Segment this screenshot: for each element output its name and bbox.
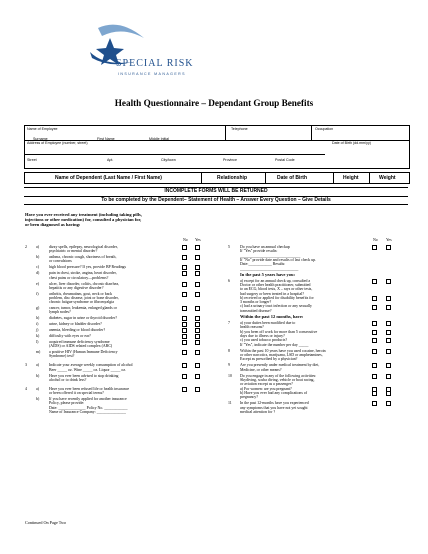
question-text: problem, disc disease, joint or bone disorder, — [49, 295, 119, 300]
notice-incomplete: INCOMPLETE FORMS WILL BE RETURNED — [24, 187, 408, 196]
question-text: any symptoms that you have not yet sought — [240, 405, 308, 410]
question-text: 3 months or longer? — [240, 300, 272, 305]
question-text: Name of Insurance Company: _______________ — [49, 409, 126, 414]
question-number: 11 — [228, 401, 232, 406]
company-logo — [80, 22, 240, 82]
notice-instructions: To be completed by the Dependent– Statement of Health – Answer Every Question – Give Details — [24, 196, 408, 206]
page-title: Health Questionnaire – Dependant Group Benefits — [114, 98, 314, 108]
no-checkbox[interactable] — [182, 265, 187, 270]
question-text: acquired immune deficiency syndrome — [49, 340, 110, 344]
yes-checkbox[interactable] — [195, 282, 200, 287]
question-letter: h) — [36, 316, 40, 321]
name-of-employee-label: Name of Employee — [27, 127, 58, 131]
question-text: transmitted disease? — [240, 308, 272, 313]
question-letter: a) — [36, 363, 40, 368]
no-checkbox[interactable] — [182, 387, 187, 392]
question-text: Except as prescribed by a physician? — [240, 357, 298, 362]
question-number: 2 — [25, 245, 27, 249]
question-text: c) you used tobacco products? — [240, 338, 288, 343]
first-name-label: First Name — [97, 137, 115, 141]
question-text: pain in chest, stroke, angina, heart disorder, — [49, 271, 117, 276]
logo-name: SPECIAL RISK — [116, 58, 194, 69]
no-checkbox[interactable] — [182, 322, 187, 327]
question-text: alcohol or to drink less? — [49, 377, 87, 382]
yes-checkbox[interactable] — [386, 349, 391, 354]
middle-initial-label: Middle Initial — [149, 137, 169, 141]
address-label: Address of Employee (number, street) — [27, 141, 88, 145]
question-number: 6 — [228, 278, 230, 283]
question-text: ______________________________ — [240, 266, 299, 271]
yes-checkbox[interactable] — [195, 265, 200, 270]
intro-text: Have you ever received any treatment (including taking pills, injections or other medication) for, consulted a physician for, or been diagnosed as having: — [25, 212, 142, 228]
question-text: Do you have an annual checkup — [240, 245, 290, 249]
col-date-of-birth: Date of Birth — [277, 174, 307, 181]
question-text: medical attention for ? — [240, 409, 276, 414]
question-letter: k) — [36, 334, 40, 339]
question-letter: f) — [36, 291, 39, 296]
question-text: chronic fatigue syndrome or fibromyalgia — [49, 300, 115, 305]
logo-subtitle: INSURANCE MANAGERS — [118, 72, 186, 76]
question-text: pregnancy? — [240, 395, 258, 400]
question-letter: a) — [36, 245, 40, 249]
question-letter: b) — [36, 255, 40, 260]
question-number: 5 — [228, 245, 230, 249]
yes-checkbox[interactable] — [386, 279, 391, 284]
no-checkbox[interactable] — [182, 328, 187, 333]
no-checkbox[interactable] — [182, 334, 187, 339]
no-checkbox[interactable] — [182, 340, 187, 345]
question-number: 9 — [228, 363, 230, 368]
question-letter: a) — [36, 386, 40, 391]
right-no-header: No — [373, 238, 378, 242]
question-text: Skydiving, scuba diving, vehicle or boat racing, — [240, 377, 315, 382]
question-text: dizzy spells, epilepsy, neurological disorder, — [49, 245, 118, 249]
question-text: a) For women: are you pregnant? — [240, 386, 292, 391]
yes-checkbox[interactable] — [195, 245, 200, 250]
question-text: Have you ever been refused life or health insurance — [49, 386, 130, 391]
yes-checkbox[interactable] — [195, 350, 200, 355]
no-checkbox[interactable] — [372, 401, 377, 406]
no-checkbox[interactable] — [372, 330, 377, 335]
question-text: Indicate your average weekly consumption of alcohol — [49, 363, 133, 368]
question-text: c) had a urinary tract infection or any sexually — [240, 304, 312, 309]
question-text: or convulsions — [49, 259, 72, 264]
street-label: Street — [27, 158, 37, 162]
postal-code-label: Postal Code — [275, 158, 295, 162]
question-letter: b) — [36, 373, 40, 378]
question-text: ulcer, liver disorder, colitis, chronic diarrhea, — [49, 281, 120, 286]
question-text: or aviation except as a passenger? — [240, 382, 293, 387]
no-checkbox[interactable] — [372, 349, 377, 354]
telephone-label: Telephone — [231, 127, 248, 131]
no-checkbox[interactable] — [182, 292, 187, 297]
question-text: b) Have you ever had any complications of — [240, 390, 308, 395]
yes-checkbox[interactable] — [195, 322, 200, 327]
province-label: Province — [223, 158, 237, 162]
question-text: days due to illness or injury? — [240, 333, 285, 338]
question-text: Date: ______________ Policy No. ____________ — [49, 405, 128, 410]
question-letter: g) — [36, 306, 40, 311]
question-text: health reasons? — [240, 325, 264, 330]
notice-box — [24, 187, 408, 205]
yes-checkbox[interactable] — [195, 340, 200, 345]
question-text: difficulty with eyes or ear? — [49, 334, 91, 339]
question-text: Within the past 12 months, have: — [240, 313, 304, 319]
date-of-birth-label: Date of Birth (dd.mm/yy) — [332, 141, 371, 145]
question-number: 8 — [228, 348, 230, 353]
question-text: a) your duties been modified due to — [240, 321, 296, 325]
question-text: or been offered it on special terms? — [49, 391, 104, 396]
question-text: Are you presently under medical treatment by diet, — [240, 363, 320, 368]
employee-form — [24, 125, 410, 169]
question-text: chest pains or circulatory—problems? — [49, 275, 109, 280]
question-text: asthma, chronic cough, shortness of breath, — [49, 255, 117, 260]
question-letter: i) — [36, 322, 39, 327]
question-text: had surgery or been treated in a hospital? — [240, 291, 304, 296]
no-checkbox[interactable] — [372, 245, 377, 250]
question-text: hepatitis or any digestive disorder? — [49, 285, 104, 290]
yes-checkbox[interactable] — [386, 321, 391, 326]
question-text: psychiatric or mental disorder? — [49, 249, 98, 254]
question-text: diabetes, sugar in urine or thyroid disorder? — [49, 316, 117, 321]
col-dependent-name: Name of Dependent (Last Name / First Name) — [55, 174, 162, 181]
no-checkbox[interactable] — [182, 306, 187, 311]
question-text: Date:____________ Results: — [240, 262, 286, 267]
continued-footer: Continued On Page Two — [25, 520, 67, 525]
yes-checkbox[interactable] — [386, 338, 391, 343]
no-checkbox[interactable] — [372, 321, 377, 326]
yes-checkbox[interactable] — [195, 328, 200, 333]
question-text: Medicine, or other means? — [240, 367, 282, 372]
occupation-label: Occupation — [315, 127, 334, 131]
no-checkbox[interactable] — [372, 305, 377, 310]
no-checkbox[interactable] — [372, 338, 377, 343]
yes-checkbox[interactable] — [195, 387, 200, 392]
no-checkbox[interactable] — [182, 374, 187, 379]
question-text: anemia, bleeding or blood disorder? — [49, 328, 106, 333]
no-checkbox[interactable] — [372, 296, 377, 301]
yes-checkbox[interactable] — [195, 292, 200, 297]
question-text: (AIDS) or AIDS related complex (ARC) — [49, 344, 113, 349]
question-text: Do you engage in any of the following activities: — [240, 373, 317, 378]
yes-checkbox[interactable] — [195, 334, 200, 339]
question-text: In the past 5 years have you: — [240, 271, 296, 277]
question-text: high blood pressure? If yes, provide BP Readings — [49, 265, 127, 270]
dependent-table-header — [24, 172, 410, 184]
no-checkbox[interactable] — [372, 279, 377, 284]
no-checkbox[interactable] — [372, 391, 377, 396]
question-text: cancer, tumor, leukemia, enlarged glands or — [49, 306, 117, 311]
question-text: Syndrome) test? — [49, 354, 75, 359]
question-text: If "Yes" provide results: — [240, 249, 278, 254]
yes-checkbox[interactable] — [386, 401, 391, 406]
yes-checkbox[interactable] — [386, 305, 391, 310]
question-number: 4 — [25, 386, 27, 391]
question-text: Policy, please provide: — [49, 401, 85, 406]
yes-checkbox[interactable] — [386, 363, 391, 368]
question-number: 7 — [228, 321, 230, 325]
no-checkbox[interactable] — [182, 316, 187, 321]
question-text: arthritis, rheumatism, gout, neck or back — [49, 291, 113, 296]
yes-checkbox[interactable] — [386, 296, 391, 301]
yes-checkbox[interactable] — [195, 271, 200, 276]
yes-checkbox[interactable] — [195, 255, 200, 260]
question-text: a positive HIV (Human Immune Deficiency — [49, 350, 118, 355]
question-letter: c) — [36, 265, 40, 270]
col-relationship: Relationship — [217, 174, 248, 181]
question-text: If "Yes", indicate the number per day _____ — [240, 342, 309, 347]
question-text: Have you ever been advised to stop drinking — [49, 373, 119, 378]
question-text: In the past 12-months have you experienced — [240, 401, 309, 406]
yes-checkbox[interactable] — [386, 330, 391, 335]
question-number: 10 — [228, 373, 232, 378]
no-checkbox[interactable] — [182, 363, 187, 368]
question-text: or other narcotics, marijuana, LSD or amphetamines, — [240, 352, 323, 357]
right-yes-header: Yes — [386, 238, 392, 242]
question-text: to an ECG, blood tests, X – rays or other tests, — [240, 287, 313, 292]
question-text: Doctor or other health practitioner, submitted — [240, 282, 311, 287]
no-checkbox[interactable] — [182, 271, 187, 276]
question-number: 3 — [25, 363, 27, 368]
no-checkbox[interactable] — [182, 282, 187, 287]
question-letter: j) — [36, 328, 39, 333]
question-letter: d) — [36, 271, 40, 276]
question-text: a) except for an annual check up, consulted a — [240, 278, 311, 283]
yes-checkbox[interactable] — [195, 363, 200, 368]
yes-checkbox[interactable] — [195, 374, 200, 379]
no-checkbox[interactable] — [182, 245, 187, 250]
apt-label: Apt. — [107, 158, 114, 162]
yes-checkbox[interactable] — [386, 245, 391, 250]
question-text: Within the past 10 years have you used cocaine, heroin — [240, 348, 326, 353]
question-text: If you have recently applied for another insurance — [49, 397, 127, 401]
question-text: b) received or applied for disability benefits for — [240, 295, 314, 300]
question-text: _______________________________ — [240, 253, 301, 258]
question-letter: b) — [36, 397, 40, 401]
city-label: City/town — [161, 158, 176, 162]
question-letter: m) — [36, 350, 41, 355]
yes-checkbox[interactable] — [386, 391, 391, 396]
question-letter: l) — [36, 340, 39, 344]
no-checkbox[interactable] — [372, 374, 377, 379]
surname-label: Surname — [33, 137, 48, 141]
left-no-header: No — [183, 238, 188, 242]
question-text: If "No" provide date and results of last check up. — [240, 257, 316, 262]
yes-checkbox[interactable] — [195, 316, 200, 321]
question-text: Beer _____ oz. Wine _____ oz. Liquor _____ oz. — [49, 367, 127, 372]
no-checkbox[interactable] — [182, 350, 187, 355]
col-weight: Weight — [379, 174, 396, 181]
yes-checkbox[interactable] — [195, 306, 200, 311]
question-letter: e) — [36, 281, 40, 286]
col-height: Height — [343, 174, 359, 181]
yes-checkbox[interactable] — [386, 374, 391, 379]
question-text: lymph nodes? — [49, 310, 71, 315]
question-text: urine, kidney or bladder disorder? — [49, 322, 102, 327]
question-text: b) you been off work for more than 5 consecutive — [240, 329, 318, 334]
no-checkbox[interactable] — [182, 255, 187, 260]
no-checkbox[interactable] — [372, 363, 377, 368]
left-yes-header: Yes — [195, 238, 201, 242]
